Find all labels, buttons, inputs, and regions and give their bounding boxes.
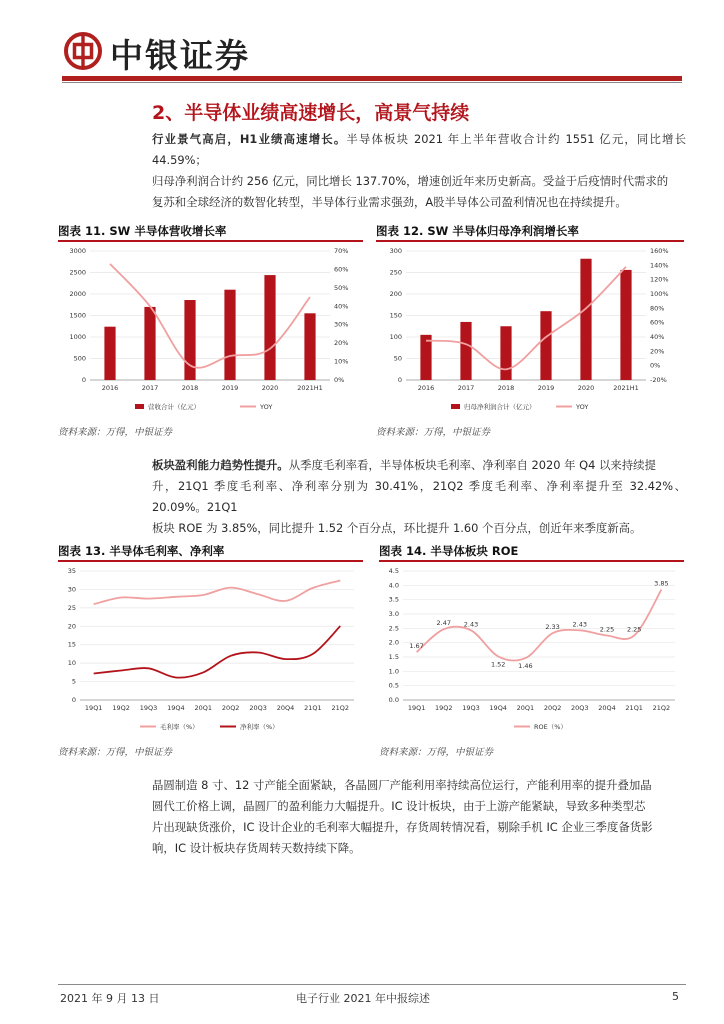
data-label: 2.43 [463, 620, 479, 629]
data-label: 2.25 [626, 625, 642, 634]
chart-net-profit-growth [376, 243, 684, 418]
y-tick-label-right: 100% [650, 290, 669, 298]
legend-label-1: YOY [260, 403, 273, 411]
series-line-yoy [426, 267, 626, 370]
figure-12-source: 资料来源：万得，中银证券 [376, 427, 491, 438]
y-tick-label: 15 [67, 640, 76, 649]
y-tick-label-left: 150 [389, 311, 402, 320]
y-tick-label-left: 0 [397, 376, 402, 384]
y-tick-label: 4.0 [388, 581, 399, 590]
figure-14-rule [379, 560, 684, 562]
data-label: 1.52 [490, 660, 506, 669]
paragraph-3-line-1: 晶圆制造 8 寸、12 寸产能全面紧缺，各晶圆厂产能利用率持续高位运行，产能利用率的提升叠加晶 [152, 778, 652, 792]
y-tick-label-right: 0% [334, 376, 345, 384]
y-tick-label-left: 50 [393, 354, 402, 363]
paragraph-1-lead: 行业景气高启，H1业绩高速增长。 [152, 132, 347, 146]
y-tick-label: 25 [67, 603, 76, 612]
bar [540, 311, 551, 380]
series-line-0 [417, 590, 662, 661]
paragraph-1-line-1: 行业景气高启，H1业绩高速增长。半导体板块 2021 年上半年营收合计约 1551 亿元，同比增长 44.59%； [152, 132, 686, 167]
x-tick-label: 20Q2 [543, 704, 562, 712]
y-tick-label: 35 [67, 567, 76, 575]
y-tick-label: 5 [71, 677, 76, 686]
data-label: 1.46 [518, 662, 533, 671]
figure-13-source: 资料来源：万得，中银证券 [58, 747, 173, 758]
figure-14-source: 资料来源：万得，中银证券 [379, 747, 494, 758]
y-tick-label: 0.5 [388, 681, 399, 690]
legend-label-1: 净利率（%） [240, 723, 279, 731]
y-tick-label-right: 50% [334, 283, 349, 292]
x-tick-label: 19Q4 [489, 704, 507, 712]
y-tick-label-left: 200 [389, 290, 402, 298]
y-tick-label-right: 120% [650, 275, 669, 284]
data-label: 2.47 [436, 619, 452, 628]
y-tick-label-right: 70% [334, 247, 349, 255]
x-tick-label: 19Q4 [167, 704, 185, 712]
x-tick-label: 20Q1 [194, 704, 213, 712]
data-label: 2.43 [572, 620, 588, 629]
x-tick-label: 2016 [417, 384, 435, 392]
x-tick-label: 2017 [457, 384, 475, 392]
y-tick-label-right: 30% [334, 320, 349, 329]
paragraph-2-line-3: 板块 ROE 为 3.85%，同比提升 1.52 个百分点，环比提升 1.60 个百分点，创近年来季度新高。 [152, 521, 642, 535]
paragraph-1-line-3: 复苏和全球经济的数智化转型，半导体行业需求强劲，A股半导体公司盈利情况也在持续提升。 [152, 195, 627, 209]
bar [304, 313, 315, 380]
x-tick-label: 19Q1 [84, 704, 103, 712]
footer-rule [58, 984, 686, 985]
paragraph-2-lead: 板块盈利能力趋势性提升。 [152, 458, 289, 472]
y-tick-label-left: 3000 [69, 247, 86, 255]
x-tick-label: 20Q2 [221, 704, 240, 712]
y-tick-label-right: 0% [650, 361, 661, 370]
y-tick-label-left: 2500 [69, 268, 86, 277]
footer-date: 2021 年 9 月 13 日 [60, 992, 160, 1005]
header-rule [62, 76, 682, 81]
x-tick-label: 19Q1 [407, 704, 426, 712]
y-tick-label-left: 100 [389, 333, 402, 341]
paragraph-1 [152, 129, 686, 213]
figure-11-title: 图表 11. SW 半导体营收增长率 [58, 224, 227, 238]
x-tick-label: 2019 [537, 384, 555, 392]
bar [620, 270, 631, 380]
footer-report-name: 电子行业 2021 年中报综述 [296, 992, 430, 1005]
x-tick-label: 20Q1 [516, 704, 535, 712]
section-title: 2、半导体业绩高速增长，高景气持续 [152, 102, 470, 124]
x-tick-label: 21Q2 [652, 704, 671, 712]
paragraph-3-line-4: 响，IC 设计板块存货周转天数持续下降。 [152, 841, 361, 855]
chart-roe [379, 563, 684, 738]
x-tick-label: 2016 [101, 384, 119, 392]
x-tick-label: 2021H1 [613, 384, 639, 392]
y-tick-label: 1.5 [388, 653, 399, 661]
x-tick-label: 20Q4 [276, 704, 295, 712]
legend-label-0: 归母净利润合计（亿元） [464, 403, 536, 411]
chart-margins [58, 563, 363, 738]
y-tick-label: 2.5 [388, 624, 399, 633]
x-tick-label: 2020 [577, 384, 595, 392]
y-tick-label: 4.5 [388, 567, 399, 575]
y-tick-label: 1.0 [388, 667, 399, 676]
x-tick-label: 21Q2 [331, 704, 350, 712]
bar [500, 326, 511, 380]
x-tick-label: 2019 [221, 384, 239, 392]
x-tick-label: 2020 [261, 384, 279, 392]
y-tick-label-left: 1500 [69, 311, 86, 320]
company-logo [64, 32, 102, 70]
figure-13-title: 图表 13. 半导体毛利率、净利率 [58, 544, 225, 558]
y-tick-label-right: 80% [650, 304, 665, 313]
x-tick-label: 2021H1 [297, 384, 323, 392]
y-tick-label: 2.0 [388, 638, 399, 647]
y-tick-label: 3.0 [388, 610, 399, 618]
y-tick-label-right: 140% [650, 261, 669, 270]
x-tick-label: 19Q3 [462, 704, 480, 712]
x-tick-label: 19Q2 [435, 704, 453, 712]
y-tick-label-right: -20% [650, 376, 667, 384]
x-tick-label: 20Q3 [249, 704, 267, 712]
y-tick-label-right: 40% [650, 333, 665, 341]
figure-14-title: 图表 14. 半导体板块 ROE [379, 544, 519, 558]
legend-swatch-0 [135, 404, 144, 409]
figure-13-rule [58, 560, 363, 562]
paragraph-3-line-2: 圆代工价格上调，晶圆厂的盈利能力大幅提升。IC 设计板块，由于上游产能紧缺，导致多种类型芯 [152, 799, 646, 813]
legend-label-0: 毛利率（%） [160, 723, 199, 731]
y-tick-label-left: 2000 [69, 290, 86, 298]
data-label: 2.25 [599, 625, 615, 634]
bar [144, 307, 155, 380]
x-tick-label: 19Q2 [112, 704, 130, 712]
y-tick-label: 0 [71, 696, 76, 704]
legend-label-0: ROE（%） [534, 723, 567, 731]
y-tick-label: 20 [67, 622, 76, 631]
y-tick-label-left: 0 [81, 376, 86, 384]
bar [264, 275, 275, 380]
x-tick-label: 2018 [497, 384, 515, 392]
y-tick-label: 0.0 [388, 696, 399, 704]
bar [224, 290, 235, 380]
y-tick-label-left: 500 [73, 354, 86, 363]
y-tick-label: 30 [67, 585, 76, 594]
figure-12-title: 图表 12. SW 半导体归母净利润增长率 [376, 224, 579, 238]
figure-11-rule [58, 240, 363, 242]
legend-swatch-0 [451, 404, 460, 409]
bar [420, 335, 431, 380]
y-tick-label-right: 10% [334, 357, 349, 366]
series-line-0 [94, 581, 341, 605]
y-tick-label-right: 40% [334, 302, 349, 311]
footer-page-number: 5 [672, 990, 679, 1003]
chart-revenue-growth [58, 243, 363, 418]
x-tick-label: 21Q1 [625, 704, 643, 712]
bar [460, 322, 471, 380]
bank-logo-icon [64, 32, 102, 70]
y-tick-label-right: 20% [334, 339, 349, 348]
x-tick-label: 2018 [181, 384, 199, 392]
data-label: 2.33 [545, 623, 560, 632]
bar [580, 259, 591, 380]
x-tick-label: 21Q1 [304, 704, 322, 712]
y-tick-label-right: 160% [650, 247, 669, 255]
x-tick-label: 19Q3 [139, 704, 158, 712]
series-line-1 [94, 626, 341, 678]
figure-11-source: 资料来源：万得，中银证券 [58, 427, 173, 438]
header-rule-thin [62, 82, 682, 83]
data-label: 1.67 [409, 642, 424, 651]
data-label: 3.85 [654, 579, 669, 588]
y-tick-label-right: 60% [650, 318, 665, 327]
paragraph-3 [152, 775, 686, 859]
y-tick-label-left: 300 [389, 247, 402, 255]
paragraph-3-line-3: 片出现缺货涨价，IC 设计企业的毛利率大幅提升，存货周转情况看，剔除手机 IC 企业三季度备货影 [152, 820, 653, 834]
paragraph-1-line-2: 归母净利润合计约 256 亿元，同比增长 137.70%，增速创近年来历史新高。受益于后疫情时代需求的 [152, 174, 669, 188]
x-tick-label: 20Q4 [598, 704, 616, 712]
company-name: 中银证券 [110, 36, 250, 75]
paragraph-2 [152, 455, 686, 539]
y-tick-label: 10 [67, 659, 76, 668]
y-tick-label-left: 250 [389, 268, 402, 277]
bar [104, 327, 115, 380]
figure-12-rule [376, 240, 684, 242]
y-tick-label-right: 20% [650, 347, 665, 356]
legend-label-0: 营收合计（亿元） [148, 403, 200, 411]
x-tick-label: 20Q3 [571, 704, 589, 712]
legend-label-1: YOY [576, 403, 589, 411]
x-tick-label: 2017 [141, 384, 159, 392]
paragraph-2-line-2: 升，21Q1 季度毛利率、净利率分别为 30.41%，21Q2 季度毛利率、净利率提升至 32.42%、20.09%。21Q1 [152, 479, 686, 514]
paragraph-2-line-1: 板块盈利能力趋势性提升。从季度毛利率看，半导体板块毛利率、净利率自 2020 年 Q4 以来持续提 [152, 458, 656, 472]
y-tick-label: 3.5 [388, 595, 399, 604]
y-tick-label-right: 60% [334, 265, 349, 274]
y-tick-label-left: 1000 [69, 333, 86, 341]
